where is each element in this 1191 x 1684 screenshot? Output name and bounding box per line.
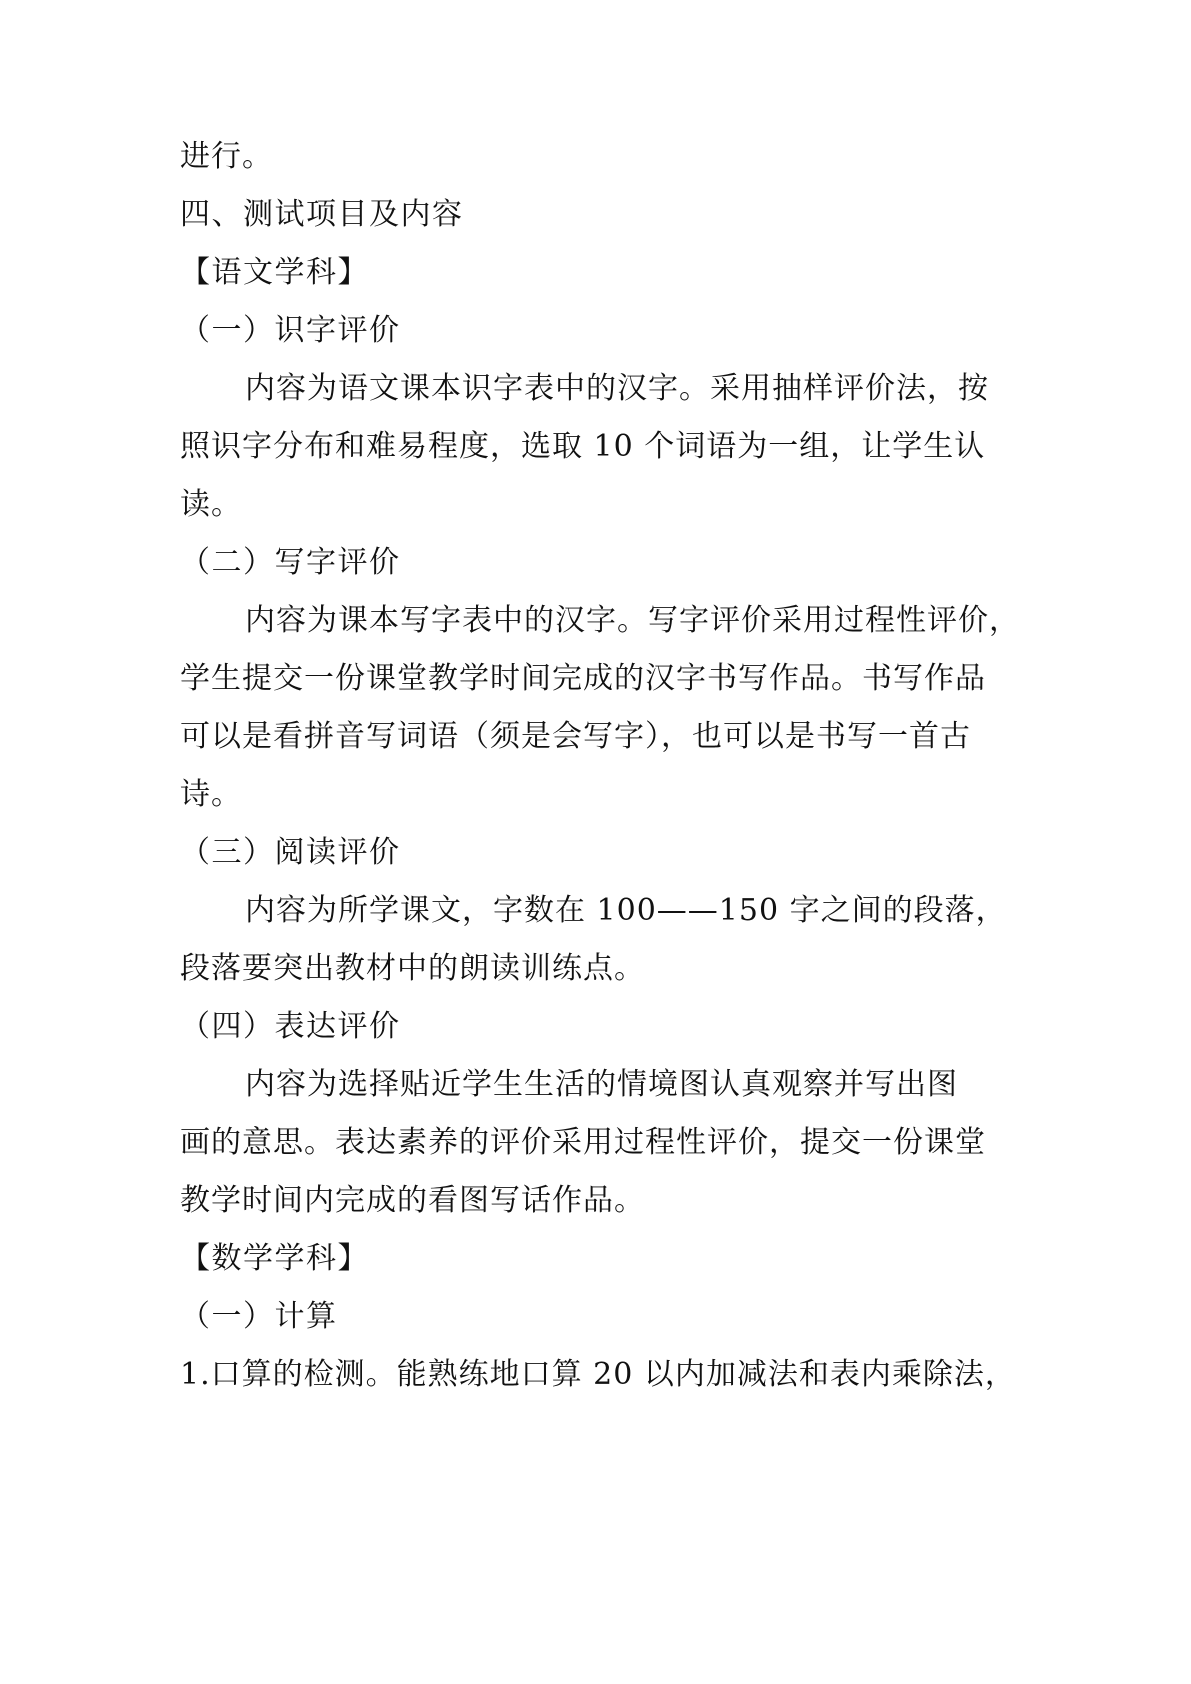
paragraph-continuation: 进行。 bbox=[180, 139, 273, 174]
subheading-calculation: （一）计算 bbox=[180, 1299, 338, 1334]
paragraph-line: 读。 bbox=[180, 487, 242, 522]
paragraph-line: 照识字分布和难易程度，选取 10 个词语为一组，让学生认 bbox=[180, 429, 986, 464]
paragraph-line: 内容为选择贴近学生生活的情境图认真观察并写出图 bbox=[245, 1067, 958, 1102]
paragraph-line: 画的意思。表达素养的评价采用过程性评价，提交一份课堂 bbox=[180, 1125, 986, 1160]
paragraph-line: 段落要突出教材中的朗读训练点。 bbox=[180, 951, 645, 986]
paragraph-line: 教学时间内完成的看图写话作品。 bbox=[180, 1183, 645, 1218]
section-heading: 四、测试项目及内容 bbox=[180, 197, 464, 232]
paragraph-line: 内容为课本写字表中的汉字。写字评价采用过程性评价， bbox=[245, 603, 1020, 638]
subheading-writing: （二）写字评价 bbox=[180, 545, 401, 580]
subheading-literacy: （一）识字评价 bbox=[180, 313, 401, 348]
paragraph-line: 学生提交一份课堂教学时间完成的汉字书写作品。书写作品 bbox=[180, 661, 986, 696]
numbered-item: 1.口算的检测。能熟练地口算 20 以内加减法和表内乘除法， bbox=[180, 1357, 1016, 1392]
paragraph-line: 内容为语文课本识字表中的汉字。采用抽样评价法，按 bbox=[245, 371, 989, 406]
subject-heading-math: 【数学学科】 bbox=[180, 1241, 369, 1276]
subject-heading-chinese: 【语文学科】 bbox=[180, 255, 369, 290]
paragraph-line: 诗。 bbox=[180, 777, 242, 812]
subheading-expression: （四）表达评价 bbox=[180, 1009, 401, 1044]
paragraph-line: 内容为所学课文，字数在 100——150 字之间的段落， bbox=[245, 893, 1007, 928]
paragraph-line: 可以是看拼音写词语（须是会写字），也可以是书写一首古 bbox=[180, 719, 971, 754]
subheading-reading: （三）阅读评价 bbox=[180, 835, 401, 870]
